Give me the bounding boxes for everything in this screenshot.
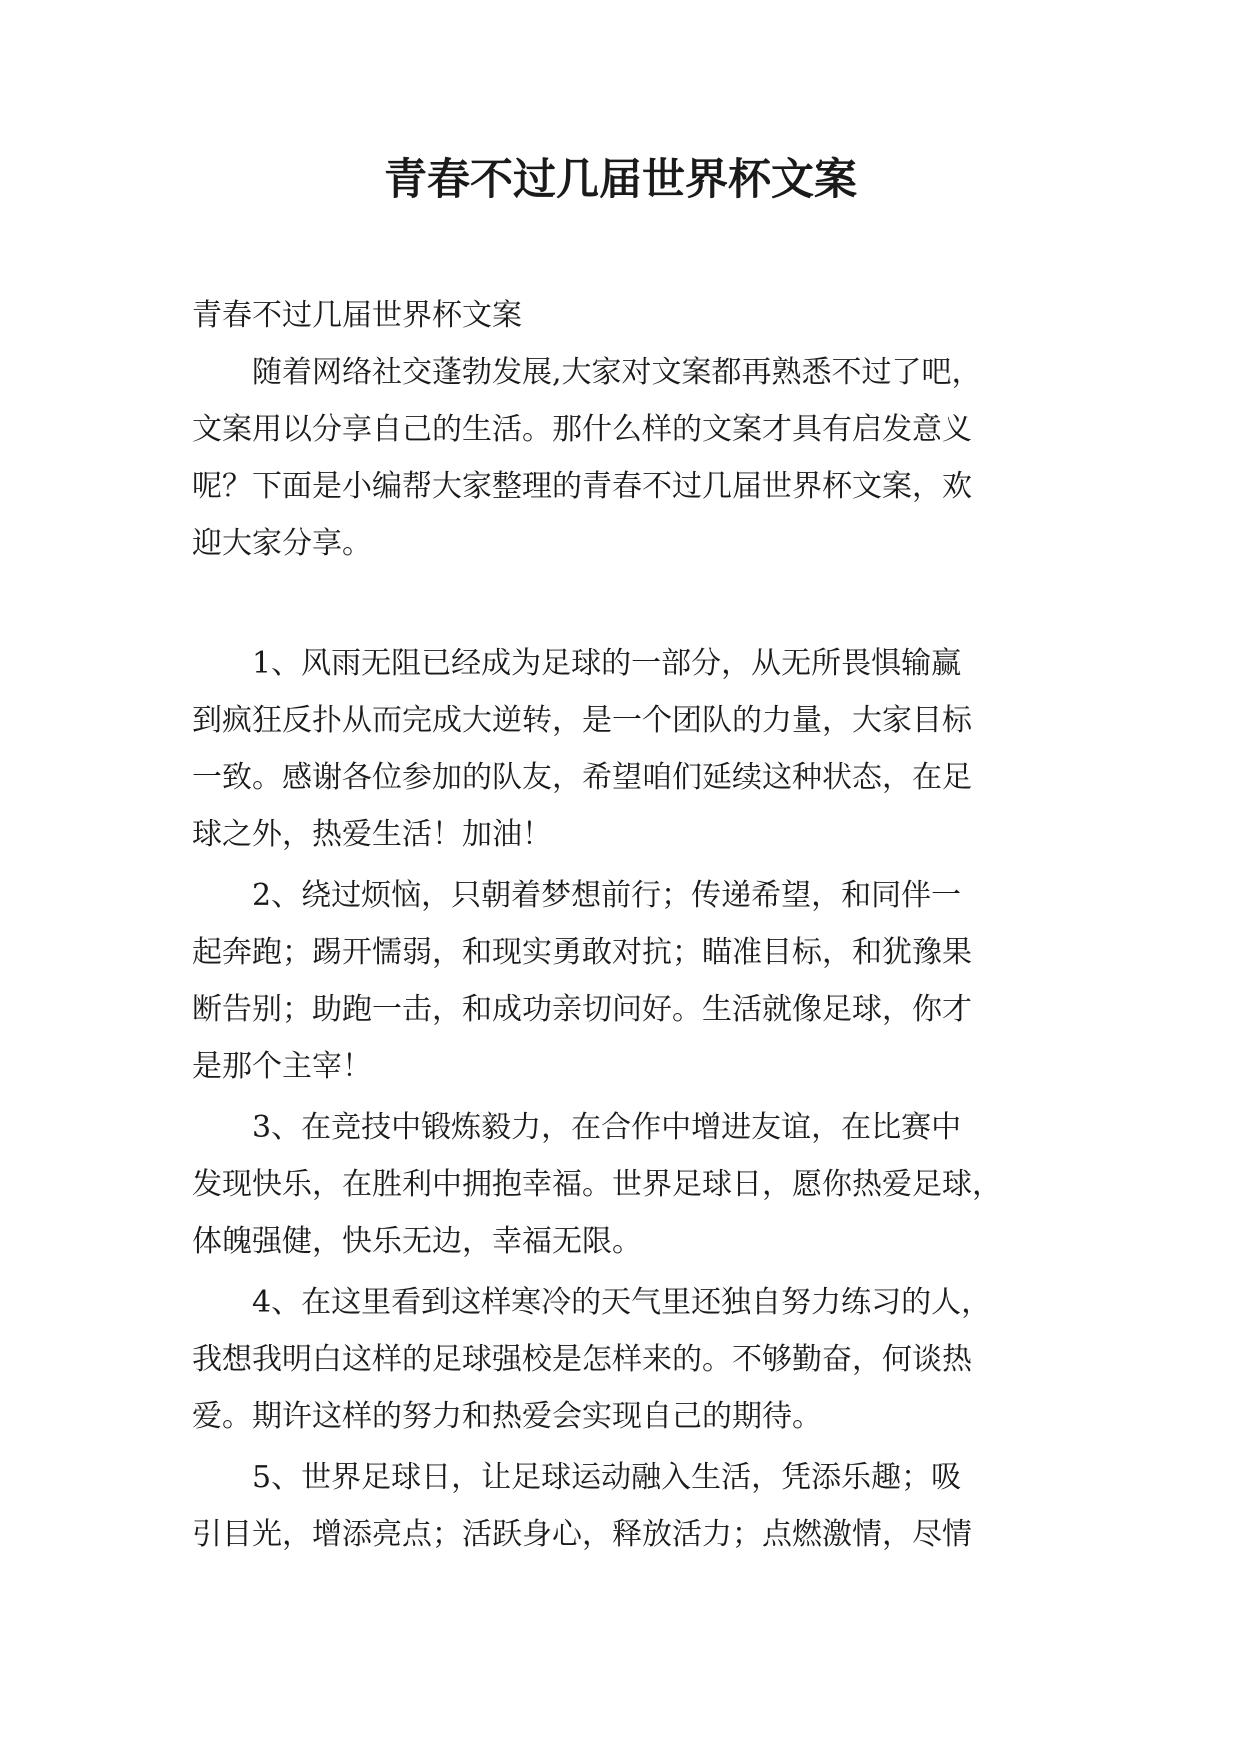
item-line: 体魄强健，快乐无边，幸福无限。 <box>192 1224 642 1259</box>
item-line: 3、在竞技中锻炼毅力，在合作中增进友谊，在比赛中 <box>252 1110 962 1145</box>
item-line: 是那个主宰！ <box>192 1049 372 1084</box>
page-title: 青春不过几届世界杯文案 <box>384 155 857 205</box>
intro-line: 呢？下面是小编帮大家整理的青春不过几届世界杯文案，欢 <box>192 469 972 504</box>
item-line: 到疯狂反扑从而完成大逆转，是一个团队的力量，大家目标 <box>192 703 972 738</box>
item-line: 我想我明白这样的足球强校是怎样来的。不够勤奋，何谈热 <box>192 1342 972 1377</box>
item-line: 起奔跑；踢开懦弱，和现实勇敢对抗；瞄准目标，和犹豫果 <box>192 935 972 970</box>
item-line: 断告别；助跑一击，和成功亲切问好。生活就像足球，你才 <box>192 992 972 1027</box>
item-line: 2、绕过烦恼，只朝着梦想前行；传递希望，和同伴一 <box>252 878 962 913</box>
item-line: 1、风雨无阻已经成为足球的一部分，从无所畏惧输赢 <box>252 646 962 681</box>
item-line: 一致。感谢各位参加的队友，希望咱们延续这种状态，在足 <box>192 760 972 795</box>
item-line: 爱。期许这样的努力和热爱会实现自己的期待。 <box>192 1399 822 1434</box>
intro-line: 文案用以分享自己的生活。那什么样的文案才具有启发意义 <box>192 412 972 447</box>
intro-line: 迎大家分享。 <box>192 526 372 561</box>
subtitle: 青春不过几届世界杯文案 <box>192 298 522 333</box>
item-line: 引目光，增添亮点；活跃身心，释放活力；点燃激情，尽情 <box>192 1517 972 1552</box>
item-line: 球之外，热爱生活！加油！ <box>192 817 552 852</box>
intro-line: 随着网络社交蓬勃发展,大家对文案都再熟悉不过了吧， <box>252 355 982 390</box>
item-line: 5、世界足球日，让足球运动融入生活，凭添乐趣；吸 <box>252 1460 962 1495</box>
item-line: 发现快乐，在胜利中拥抱幸福。世界足球日，愿你热爱足球， <box>192 1167 1002 1202</box>
item-line: 4、在这里看到这样寒冷的天气里还独自努力练习的人， <box>252 1285 992 1320</box>
